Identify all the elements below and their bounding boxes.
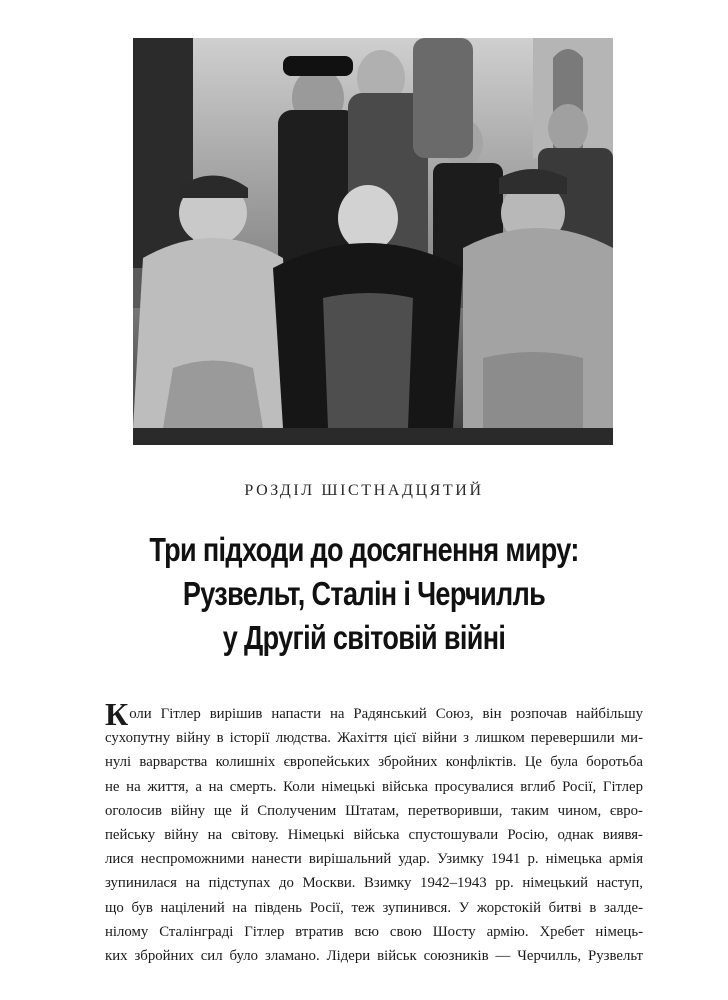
- body-line: нілому Сталінграді Гітлер втратив всю свою Шосту армію. Хребет німець-: [105, 923, 643, 940]
- drop-cap: К: [105, 696, 129, 732]
- historic-photo: [133, 38, 613, 445]
- body-line: ких збройних сил було зламано. Лідери військ союзників — Черчилль, Рузвельт: [105, 947, 643, 964]
- body-line: сухопутну війну в історії людства. Жахіття цієї війни з лишком перевершили ми-: [105, 730, 643, 747]
- body-line: пейську війну на світову. Німецькі війська спустошували Росію, однак виявя-: [105, 826, 643, 843]
- chapter-label: РОЗДІЛ ШІСТНАДЦЯТИЙ: [244, 482, 484, 499]
- body-line: лися неспроможними нанести вирішальний удар. Узимку 1941 р. німецька армія: [105, 851, 643, 868]
- chapter-title-line: Три підходи до досягнення миру:: [149, 531, 579, 568]
- body-line: нулі варварства колишніх європейських збройних конфліктів. Це була боротьба: [105, 754, 643, 771]
- body-text: [105, 696, 643, 968]
- body-line: зупинилася на підступах до Москви. Взимку 1942–1943 рр. німецький наступ,: [105, 875, 643, 892]
- chapter-title-line: Рузвельт, Сталін і Черчилль: [182, 575, 546, 612]
- chapter-title: [115, 528, 614, 660]
- body-line: оли Гітлер вирішив напасти на Радянський Союз, він розпочав найбільшу: [129, 706, 643, 722]
- body-line: що був націлений на південь Росії, теж зупинився. У жорстокій битві в залде-: [105, 899, 643, 916]
- body-line: не на життя, а на смерть. Коли німецькі війська просувалися вглиб Росії, Гітлер: [105, 778, 643, 795]
- body-line: оголосив війну ще й Сполученим Штатам, перетворивши, таким чином, євро-: [105, 802, 643, 819]
- photo-illustration-icon: [133, 38, 613, 445]
- chapter-title-line: у Другій світовій війні: [222, 619, 506, 656]
